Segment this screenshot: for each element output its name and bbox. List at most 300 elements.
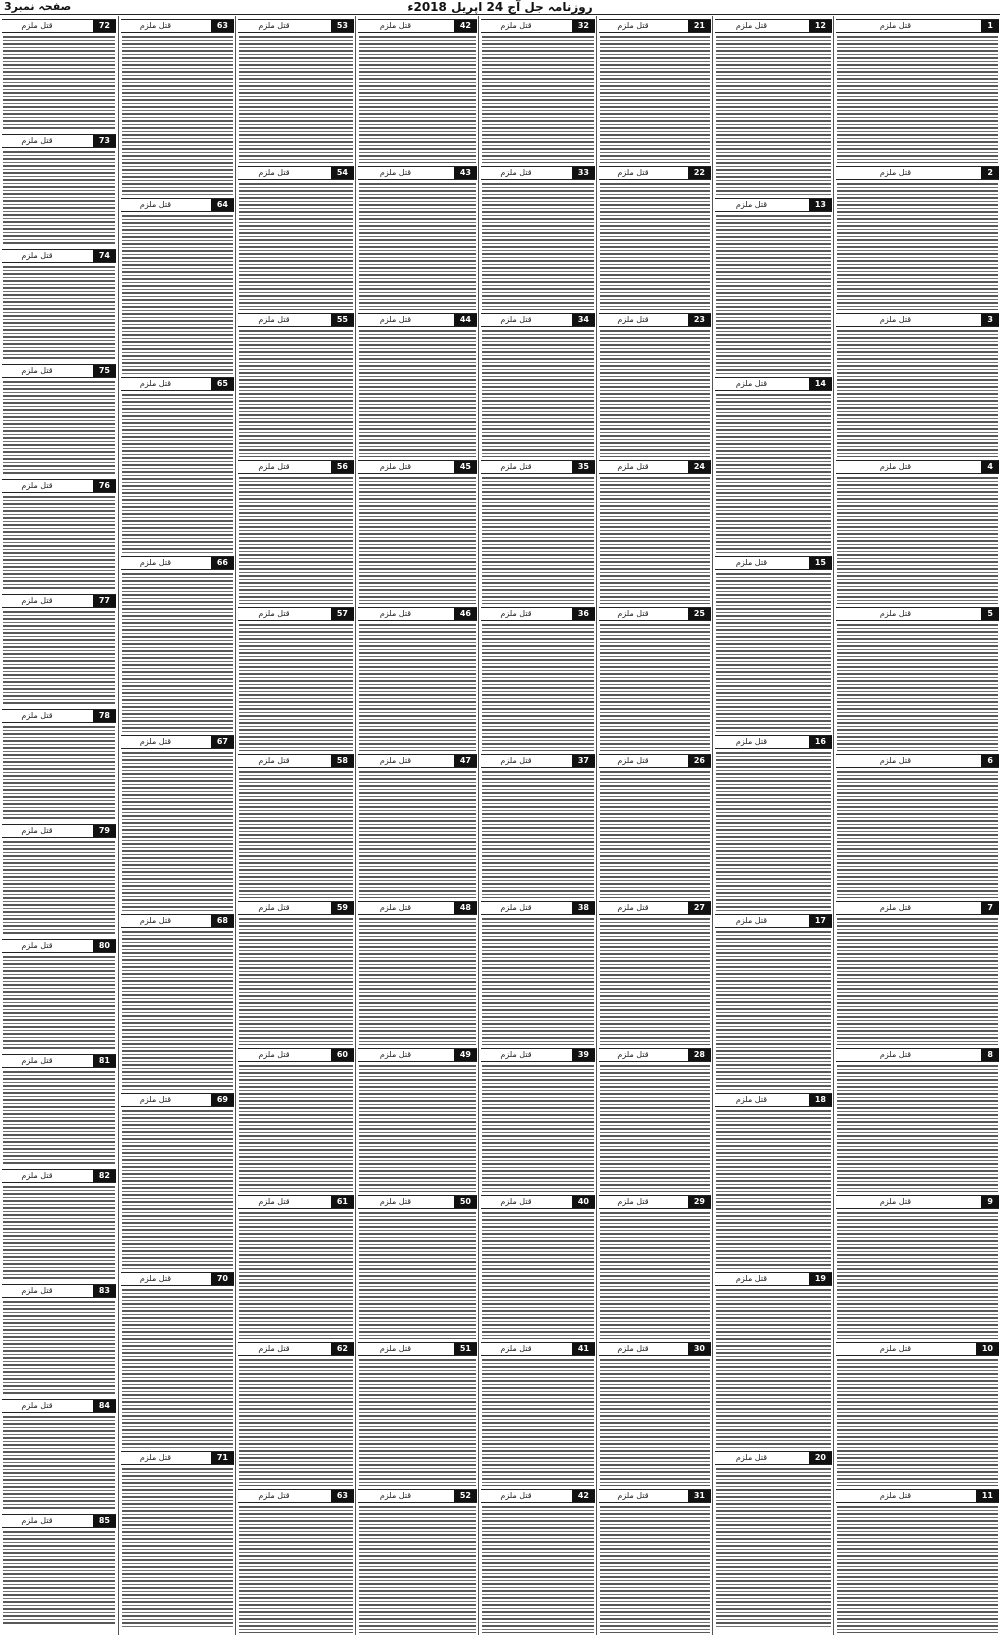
- ad-label: قتل ملزم: [617, 1197, 649, 1206]
- ad-body-text: [359, 624, 476, 751]
- ad-number: 49: [454, 1049, 477, 1061]
- ad-label: قتل ملزم: [500, 903, 532, 912]
- ad-body-text: [600, 183, 710, 310]
- classified-ad: [834, 1489, 1000, 1633]
- ad-label: قتل ملزم: [500, 609, 532, 618]
- column-1: [0, 16, 118, 1635]
- ad-header: [238, 1048, 354, 1062]
- page-header: [0, 0, 1000, 15]
- ad-body-text: [359, 477, 476, 604]
- classified-ad: [834, 1342, 1000, 1486]
- classified-ad: [834, 607, 1000, 751]
- ad-label: قتل ملزم: [735, 21, 768, 30]
- ad-header: [599, 1195, 711, 1209]
- ad-header: [358, 19, 477, 33]
- classified-ad: [479, 19, 597, 163]
- ad-number: 23: [688, 314, 711, 326]
- ad-label: قتل ملزم: [735, 737, 768, 746]
- ad-header: [715, 735, 832, 749]
- ad-header: [836, 1195, 999, 1209]
- ad-body-text: [239, 1212, 353, 1339]
- ad-body-text: [239, 918, 353, 1045]
- classified-ad: [479, 1489, 597, 1633]
- ad-body-text: [122, 394, 233, 553]
- ad-number: 19: [809, 1273, 832, 1285]
- ad-body-text: [482, 1506, 594, 1633]
- classified-ad: [834, 754, 1000, 898]
- classified-ad: [0, 709, 118, 821]
- ad-body-text: [359, 183, 476, 310]
- ad-header: [358, 901, 477, 915]
- ad-body-text: [122, 1110, 233, 1269]
- classified-ad: [0, 19, 118, 131]
- ad-label: قتل ملزم: [500, 1491, 532, 1500]
- classified-ad: [597, 313, 713, 457]
- ad-body-text: [600, 1359, 710, 1486]
- ad-body-text: [837, 771, 998, 898]
- ad-number: 57: [331, 608, 354, 620]
- ad-number: 42: [454, 20, 477, 32]
- ad-number: 38: [572, 902, 595, 914]
- ad-label: قتل ملزم: [21, 596, 53, 605]
- ad-number: 37: [572, 755, 595, 767]
- ad-header: [2, 19, 116, 33]
- ad-number: 80: [93, 940, 116, 952]
- ad-header: [715, 19, 832, 33]
- classified-ad: [0, 939, 118, 1051]
- classified-ad: [479, 166, 597, 310]
- ad-label: قتل ملزم: [21, 1056, 53, 1065]
- classified-ad: [479, 754, 597, 898]
- ad-body-text: [239, 36, 353, 163]
- ad-label: قتل ملزم: [879, 168, 912, 177]
- ad-header: [2, 134, 116, 148]
- ad-number: 22: [688, 167, 711, 179]
- ad-number: 9: [981, 1196, 999, 1208]
- ad-number: 28: [688, 1049, 711, 1061]
- ad-body-text: [600, 1506, 710, 1633]
- ad-body-text: [482, 183, 594, 310]
- classified-ad: [236, 607, 356, 751]
- ad-label: قتل ملزم: [617, 168, 649, 177]
- ad-header: [358, 1342, 477, 1356]
- ad-number: 14: [809, 378, 832, 390]
- ad-header: [836, 166, 999, 180]
- ad-label: قتل ملزم: [379, 1050, 412, 1059]
- ad-label: قتل ملزم: [21, 251, 53, 260]
- ad-body-text: [239, 1359, 353, 1486]
- classified-ad: [119, 1451, 236, 1627]
- ad-body-text: [837, 477, 998, 604]
- ad-body-text: [239, 330, 353, 457]
- ad-body-text: [3, 1531, 115, 1626]
- classified-ad: [713, 556, 834, 732]
- ad-header: [358, 1195, 477, 1209]
- ad-number: 20: [809, 1452, 832, 1464]
- ad-number: 43: [454, 167, 477, 179]
- ad-number: 85: [93, 1515, 116, 1527]
- ad-number: 83: [93, 1285, 116, 1297]
- ad-body-text: [359, 1506, 476, 1633]
- ad-header: [2, 709, 116, 723]
- ad-label: قتل ملزم: [617, 21, 649, 30]
- classified-ad: [236, 1489, 356, 1633]
- ad-label: قتل ملزم: [735, 1453, 768, 1462]
- ad-header: [481, 1489, 595, 1503]
- ad-label: قتل ملزم: [139, 1453, 172, 1462]
- ad-label: قتل ملزم: [21, 136, 53, 145]
- ad-body-text: [482, 330, 594, 457]
- ad-header: [599, 1489, 711, 1503]
- ad-body-text: [716, 573, 831, 732]
- ad-body-text: [837, 36, 998, 163]
- ad-label: قتل ملزم: [379, 1197, 412, 1206]
- classified-ad: [713, 1451, 834, 1627]
- ad-label: قتل ملزم: [379, 21, 412, 30]
- classified-ad: [834, 19, 1000, 163]
- ad-header: [121, 735, 234, 749]
- classified-ad: [0, 1514, 118, 1626]
- classified-ad: [236, 1195, 356, 1339]
- ad-label: قتل ملزم: [500, 168, 532, 177]
- ad-body-text: [3, 266, 115, 361]
- ad-number: 84: [93, 1400, 116, 1412]
- classified-ad: [236, 1342, 356, 1486]
- ad-header: [481, 19, 595, 33]
- column-5: [478, 16, 597, 1635]
- ad-number: 48: [454, 902, 477, 914]
- classified-ad: [834, 460, 1000, 604]
- ad-number: 11: [976, 1490, 999, 1502]
- ad-header: [481, 901, 595, 915]
- ad-header: [599, 313, 711, 327]
- ad-body-text: [600, 1065, 710, 1192]
- classified-ad: [356, 901, 479, 1045]
- ad-label: قتل ملزم: [500, 756, 532, 765]
- ad-header: [481, 460, 595, 474]
- ad-body-text: [716, 752, 831, 911]
- ad-body-text: [3, 1071, 115, 1166]
- ad-label: قتل ملزم: [139, 200, 172, 209]
- ad-label: قتل ملزم: [139, 379, 172, 388]
- classified-ad: [356, 1195, 479, 1339]
- classified-ad: [597, 1048, 713, 1192]
- classified-ad: [0, 249, 118, 361]
- ad-number: 78: [93, 710, 116, 722]
- ad-label: قتل ملزم: [258, 1197, 290, 1206]
- classified-ad: [597, 19, 713, 163]
- page-number: صفحہ نمبر3: [4, 0, 72, 13]
- ad-label: قتل ملزم: [379, 1344, 412, 1353]
- classified-ad: [713, 19, 834, 195]
- ad-label: قتل ملزم: [379, 756, 412, 765]
- classified-ad: [0, 364, 118, 476]
- ad-label: قتل ملزم: [258, 903, 290, 912]
- ad-label: قتل ملزم: [379, 903, 412, 912]
- ad-body-text: [716, 394, 831, 553]
- ad-body-text: [716, 215, 831, 374]
- ad-header: [2, 1514, 116, 1528]
- ad-label: قتل ملزم: [139, 558, 172, 567]
- ad-header: [2, 1399, 116, 1413]
- ad-header: [358, 460, 477, 474]
- ad-label: قتل ملزم: [258, 756, 290, 765]
- classified-ad: [236, 754, 356, 898]
- masthead: روزنامہ جل آج 24 اپریل 2018ء: [407, 0, 593, 14]
- classified-columns: [0, 16, 1000, 1635]
- ad-label: قتل ملزم: [139, 737, 172, 746]
- ad-number: 54: [331, 167, 354, 179]
- ad-label: قتل ملزم: [735, 1274, 768, 1283]
- ad-number: 47: [454, 755, 477, 767]
- ad-label: قتل ملزم: [617, 315, 649, 324]
- ad-number: 62: [331, 1343, 354, 1355]
- ad-header: [2, 1054, 116, 1068]
- ad-body-text: [239, 1065, 353, 1192]
- ad-body-text: [837, 1065, 998, 1192]
- column-7: [712, 16, 834, 1635]
- ad-label: قتل ملزم: [21, 366, 53, 375]
- classified-ad: [597, 901, 713, 1045]
- ad-header: [836, 313, 999, 327]
- classified-ad: [0, 594, 118, 706]
- ad-header: [599, 166, 711, 180]
- ad-label: قتل ملزم: [879, 1344, 912, 1353]
- ad-number: 59: [331, 902, 354, 914]
- ad-number: 53: [331, 20, 354, 32]
- ad-label: قتل ملزم: [500, 1050, 532, 1059]
- ad-body-text: [600, 771, 710, 898]
- ad-number: 10: [976, 1343, 999, 1355]
- ad-header: [121, 1272, 234, 1286]
- classified-ad: [713, 377, 834, 553]
- ad-header: [238, 901, 354, 915]
- classified-ad: [0, 134, 118, 246]
- classified-ad: [597, 460, 713, 604]
- ad-label: قتل ملزم: [258, 1491, 290, 1500]
- classified-ad: [479, 1342, 597, 1486]
- ad-label: قتل ملزم: [500, 1197, 532, 1206]
- ad-header: [238, 1489, 354, 1503]
- ad-number: 70: [211, 1273, 234, 1285]
- ad-number: 63: [331, 1490, 354, 1502]
- ad-header: [2, 1284, 116, 1298]
- ad-header: [836, 607, 999, 621]
- ad-number: 1: [981, 20, 999, 32]
- ad-body-text: [359, 918, 476, 1045]
- ad-label: قتل ملزم: [21, 1171, 53, 1180]
- classified-ad: [356, 19, 479, 163]
- ad-label: قتل ملزم: [617, 1050, 649, 1059]
- ad-number: 50: [454, 1196, 477, 1208]
- ad-header: [481, 607, 595, 621]
- ad-body-text: [837, 624, 998, 751]
- classified-ad: [356, 1489, 479, 1633]
- classified-ad: [479, 901, 597, 1045]
- classified-ad: [356, 166, 479, 310]
- ad-number: 77: [93, 595, 116, 607]
- ad-body-text: [482, 477, 594, 604]
- classified-ad: [0, 1054, 118, 1166]
- classified-ad: [119, 1093, 236, 1269]
- ad-number: 29: [688, 1196, 711, 1208]
- ad-body-text: [359, 330, 476, 457]
- ad-body-text: [239, 477, 353, 604]
- ad-header: [481, 1048, 595, 1062]
- ad-header: [121, 198, 234, 212]
- ad-header: [238, 166, 354, 180]
- ad-header: [2, 479, 116, 493]
- ad-header: [358, 1048, 477, 1062]
- ad-label: قتل ملزم: [879, 1491, 912, 1500]
- ad-header: [358, 607, 477, 621]
- ad-number: 27: [688, 902, 711, 914]
- ad-number: 6: [981, 755, 999, 767]
- classified-ad: [356, 607, 479, 751]
- classified-ad: [597, 1489, 713, 1633]
- classified-ad: [119, 19, 236, 195]
- column-4: [355, 16, 479, 1635]
- ad-header: [358, 313, 477, 327]
- ad-number: 31: [688, 1490, 711, 1502]
- ad-body-text: [837, 1212, 998, 1339]
- classified-ad: [0, 479, 118, 591]
- ad-number: 42: [572, 1490, 595, 1502]
- ad-header: [121, 19, 234, 33]
- ad-number: 63: [211, 20, 234, 32]
- ad-label: قتل ملزم: [735, 379, 768, 388]
- ad-body-text: [122, 752, 233, 911]
- ad-label: قتل ملزم: [879, 903, 912, 912]
- ad-label: قتل ملزم: [258, 21, 290, 30]
- ad-label: قتل ملزم: [258, 168, 290, 177]
- ad-label: قتل ملزم: [379, 168, 412, 177]
- classified-ad: [834, 166, 1000, 310]
- ad-header: [358, 166, 477, 180]
- ad-header: [715, 914, 832, 928]
- ad-number: 61: [331, 1196, 354, 1208]
- classified-ad: [713, 735, 834, 911]
- classified-ad: [597, 754, 713, 898]
- ad-label: قتل ملزم: [21, 826, 53, 835]
- ad-number: 75: [93, 365, 116, 377]
- ad-body-text: [482, 918, 594, 1045]
- ad-label: قتل ملزم: [617, 462, 649, 471]
- ad-body-text: [837, 183, 998, 310]
- ad-header: [121, 1093, 234, 1107]
- ad-body-text: [3, 36, 115, 131]
- classified-ad: [119, 556, 236, 732]
- ad-body-text: [3, 726, 115, 821]
- ad-header: [121, 377, 234, 391]
- ad-body-text: [600, 918, 710, 1045]
- ad-header: [238, 1342, 354, 1356]
- ad-body-text: [359, 1359, 476, 1486]
- ad-body-text: [239, 624, 353, 751]
- classified-ad: [356, 313, 479, 457]
- ad-body-text: [3, 841, 115, 936]
- classified-ad: [834, 1048, 1000, 1192]
- ad-body-text: [837, 1359, 998, 1486]
- ad-body-text: [122, 36, 233, 195]
- ad-number: 7: [981, 902, 999, 914]
- ad-number: 3: [981, 314, 999, 326]
- ad-header: [238, 1195, 354, 1209]
- classified-ad: [0, 824, 118, 936]
- ad-number: 18: [809, 1094, 832, 1106]
- ad-header: [238, 19, 354, 33]
- classified-ad: [119, 198, 236, 374]
- ad-number: 52: [454, 1490, 477, 1502]
- ad-number: 64: [211, 199, 234, 211]
- ad-number: 56: [331, 461, 354, 473]
- ad-label: قتل ملزم: [879, 1050, 912, 1059]
- classified-ad: [834, 901, 1000, 1045]
- ad-label: قتل ملزم: [617, 756, 649, 765]
- ad-header: [715, 377, 832, 391]
- ad-number: 2: [981, 167, 999, 179]
- ad-body-text: [239, 771, 353, 898]
- ad-header: [599, 460, 711, 474]
- ad-number: 8: [981, 1049, 999, 1061]
- ad-body-text: [837, 918, 998, 1045]
- ad-body-text: [482, 1065, 594, 1192]
- ad-number: 46: [454, 608, 477, 620]
- ad-label: قتل ملزم: [21, 1401, 53, 1410]
- ad-label: قتل ملزم: [735, 200, 768, 209]
- classified-ad: [713, 1272, 834, 1448]
- ad-header: [599, 607, 711, 621]
- column-2: [118, 16, 236, 1635]
- ad-number: 39: [572, 1049, 595, 1061]
- ad-header: [715, 198, 832, 212]
- ad-label: قتل ملزم: [258, 1344, 290, 1353]
- classified-ad: [0, 1169, 118, 1281]
- column-3: [235, 16, 356, 1635]
- ad-number: 41: [572, 1343, 595, 1355]
- ad-header: [2, 594, 116, 608]
- classified-ad: [236, 901, 356, 1045]
- ad-header: [836, 754, 999, 768]
- ad-header: [599, 754, 711, 768]
- ad-number: 13: [809, 199, 832, 211]
- ad-number: 79: [93, 825, 116, 837]
- ad-header: [2, 939, 116, 953]
- classified-ad: [479, 460, 597, 604]
- ad-label: قتل ملزم: [21, 941, 53, 950]
- classified-ad: [597, 1195, 713, 1339]
- ad-label: قتل ملزم: [617, 1491, 649, 1500]
- classified-ad: [834, 313, 1000, 457]
- ad-header: [358, 754, 477, 768]
- ad-number: 44: [454, 314, 477, 326]
- ad-header: [121, 1451, 234, 1465]
- ad-body-text: [600, 477, 710, 604]
- ad-body-text: [716, 1468, 831, 1627]
- ad-body-text: [600, 36, 710, 163]
- ad-number: 60: [331, 1049, 354, 1061]
- classified-ad: [356, 1048, 479, 1192]
- ad-number: 81: [93, 1055, 116, 1067]
- ad-label: قتل ملزم: [617, 1344, 649, 1353]
- classified-ad: [713, 198, 834, 374]
- ad-number: 73: [93, 135, 116, 147]
- ad-number: 67: [211, 736, 234, 748]
- ad-label: قتل ملزم: [139, 21, 172, 30]
- classified-ad: [834, 1195, 1000, 1339]
- ad-label: قتل ملزم: [21, 1286, 53, 1295]
- classified-ad: [713, 914, 834, 1090]
